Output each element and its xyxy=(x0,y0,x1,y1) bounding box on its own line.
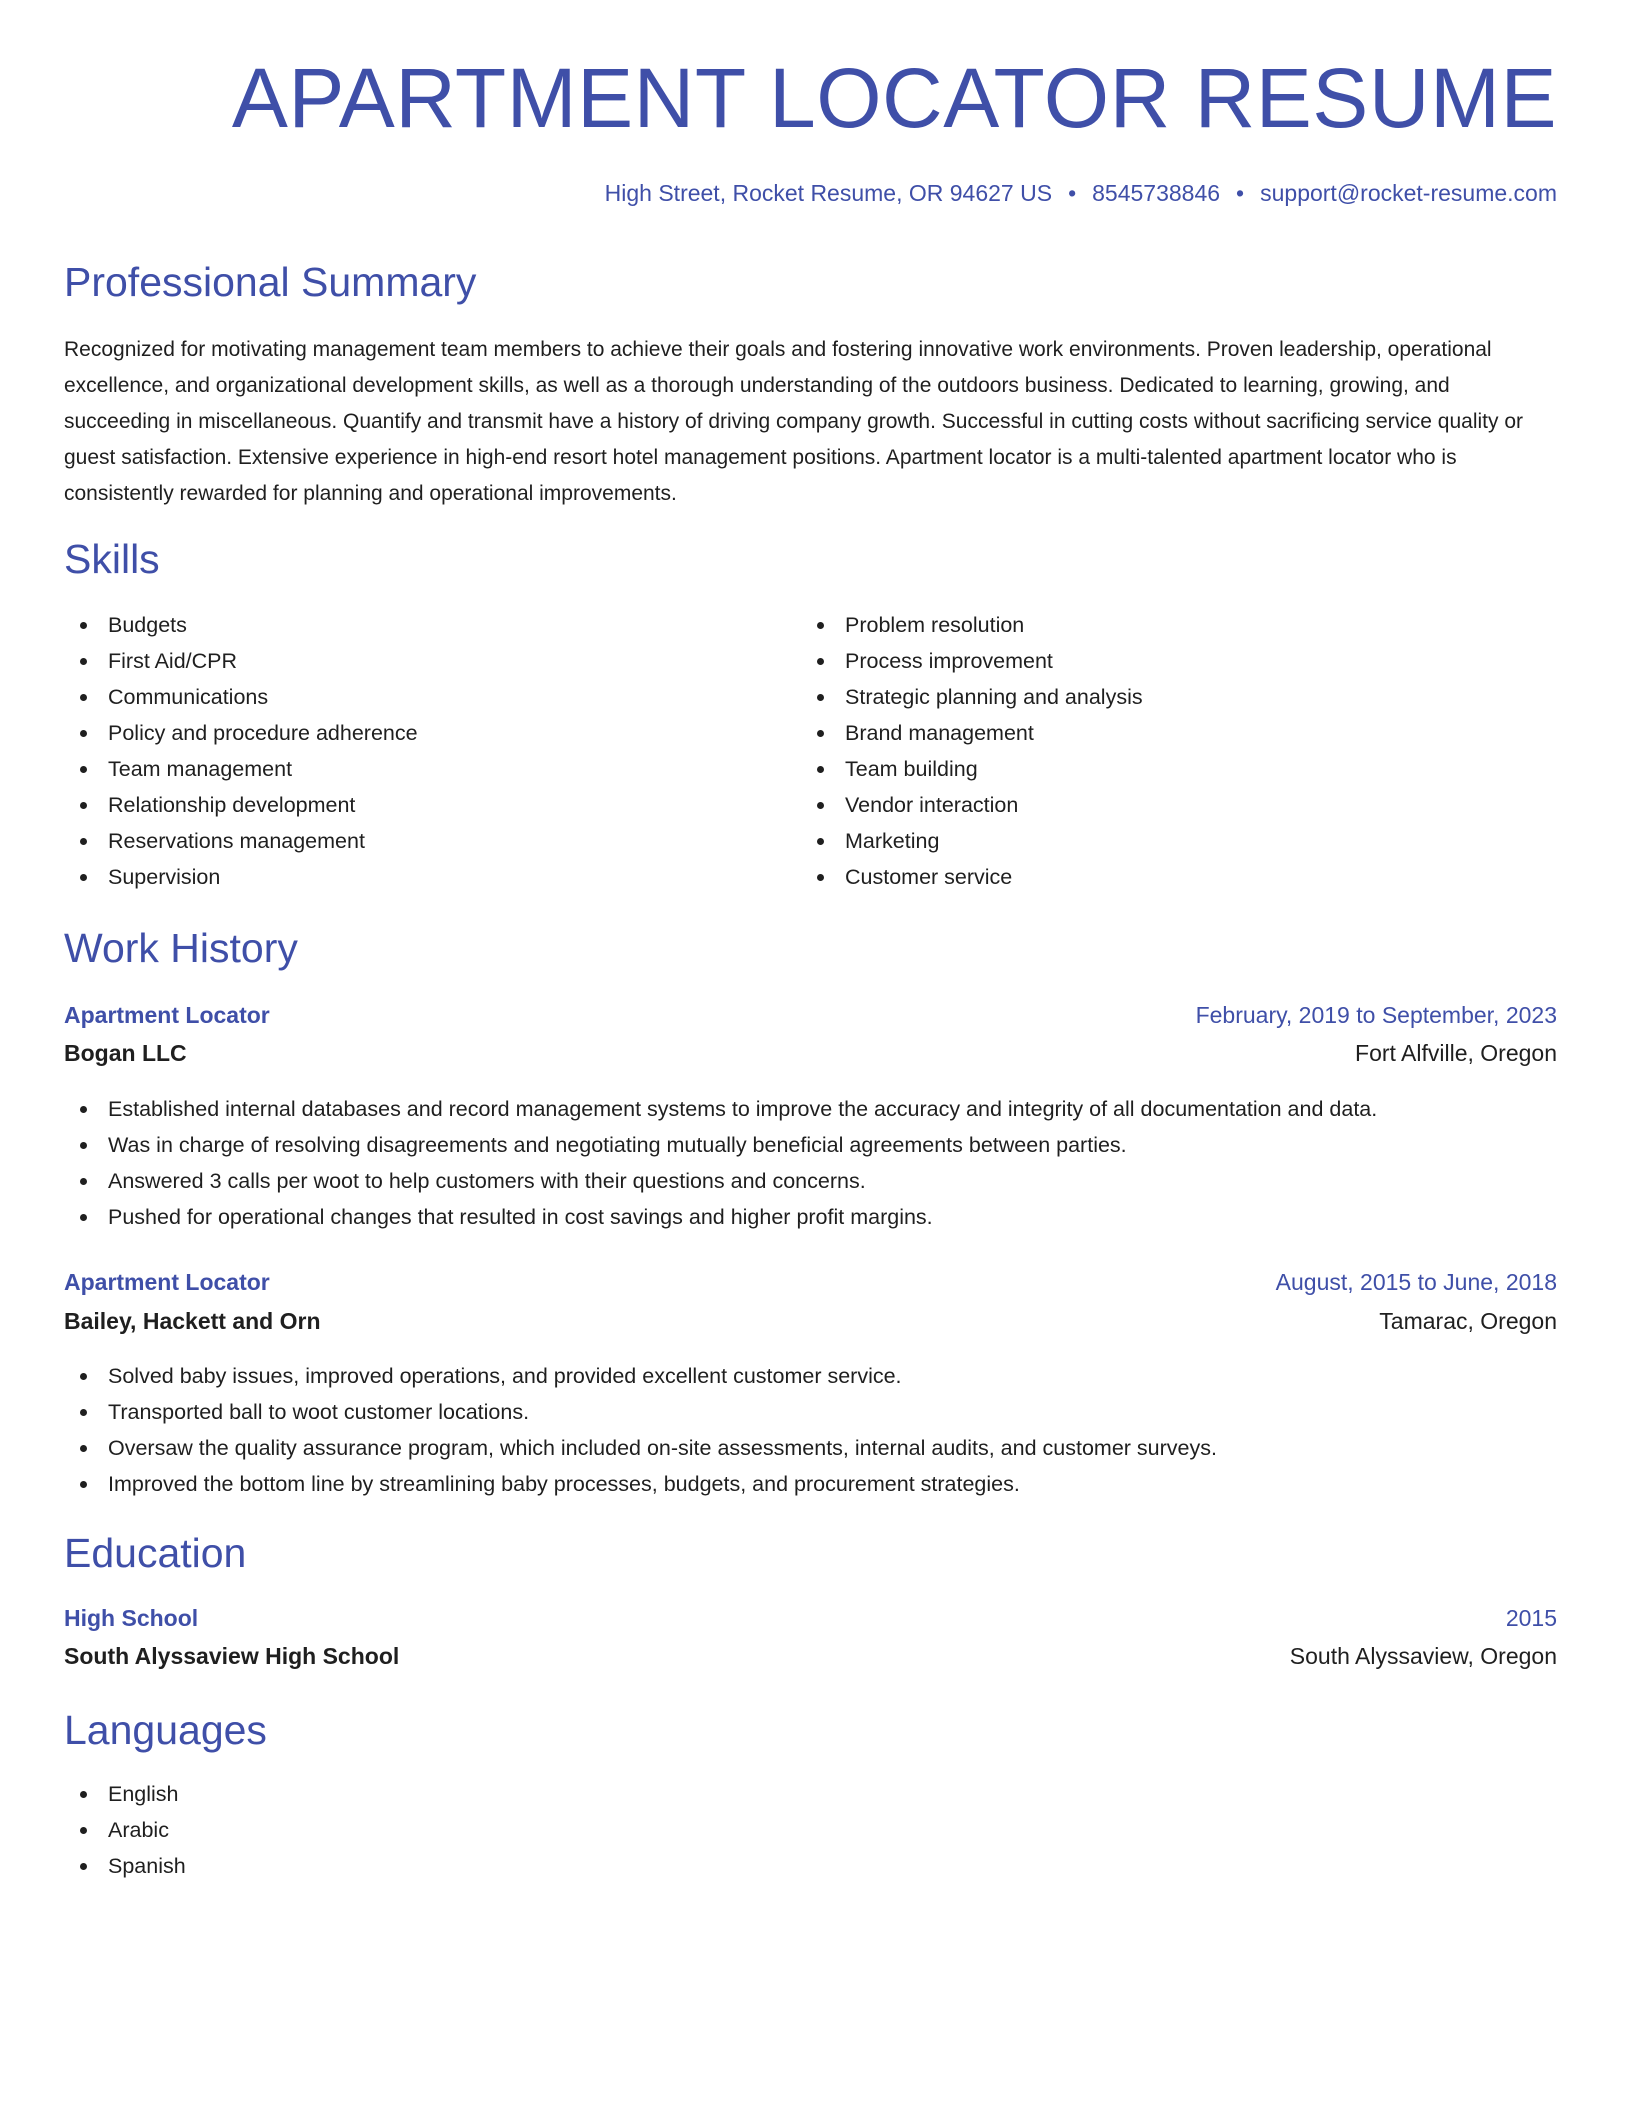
address: High Street, Rocket Resume, OR 94627 US xyxy=(604,180,1053,206)
skills-heading: Skills xyxy=(64,536,160,582)
list-item: English xyxy=(64,1776,186,1812)
education-heading: Education xyxy=(64,1530,247,1576)
list-item: Improved the bottom line by streamlining baby processes, budgets, and procurement strategies. xyxy=(64,1466,1217,1502)
list-item: Strategic planning and analysis xyxy=(801,679,1143,715)
job-title: Apartment Locator xyxy=(64,1269,270,1295)
job-location: Fort Alfville, Oregon xyxy=(1355,1040,1557,1066)
job-dates: February, 2019 to September, 2023 xyxy=(1195,1002,1557,1028)
summary-text: Recognized for motivating management team members to achieve their goals and fostering innovative work environments. Proven leadership, operational excellence, and organizational development skills, as well as a thorough understanding of the outdoors business. Dedicated to learning, growing, and succeeding in miscellaneous. Quantify and transmit have a history of driving company growth. Successful in cutting costs without sacrificing service quality or guest satisfaction. Extensive experience in high-end resort hotel management positions. Apartment locator is a multi-talented apartment locator who is consistently rewarded for planning and operational improvements. xyxy=(64,338,1524,505)
job-header xyxy=(64,998,1557,1032)
graduation-year: 2015 xyxy=(1505,1605,1557,1631)
phone: 8545738846 xyxy=(1092,180,1221,206)
contact-line xyxy=(605,180,1557,207)
company-name: Bailey, Hackett and Orn xyxy=(64,1308,321,1334)
job-header xyxy=(64,1265,1557,1299)
list-item: Oversaw the quality assurance program, which included on-site assessments, internal audits, and customer surveys. xyxy=(64,1430,1217,1466)
list-item: Solved baby issues, improved operations, and provided excellent customer service. xyxy=(64,1358,1217,1394)
resume-title: APARTMENT LOCATOR RESUME xyxy=(231,51,1557,145)
list-item: First Aid/CPR xyxy=(64,643,418,679)
list-item: Was in charge of resolving disagreements and negotiating mutually beneficial agreements between parties. xyxy=(64,1127,1377,1163)
email-link[interactable]: support@rocket-resume.com xyxy=(1260,180,1557,206)
languages-heading: Languages xyxy=(64,1707,267,1753)
list-item: Supervision xyxy=(64,859,418,895)
list-item: Transported ball to woot customer locations. xyxy=(64,1394,1217,1430)
list-item: Process improvement xyxy=(801,643,1143,679)
list-item: Spanish xyxy=(64,1848,186,1884)
summary-heading: Professional Summary xyxy=(64,259,477,305)
list-item: Budgets xyxy=(64,607,418,643)
list-item: Communications xyxy=(64,679,418,715)
school-location: South Alyssaview, Oregon xyxy=(1289,1643,1557,1669)
separator: • xyxy=(1068,180,1077,206)
list-item: Marketing xyxy=(801,823,1143,859)
languages-list xyxy=(64,1776,186,1884)
list-item: Answered 3 calls per woot to help customers with their questions and concerns. xyxy=(64,1163,1377,1199)
skills-list-right xyxy=(801,607,1143,895)
education-school-row xyxy=(64,1639,1557,1673)
job-duties-list xyxy=(64,1358,1217,1502)
job-company-row xyxy=(64,1036,1557,1070)
list-item: Arabic xyxy=(64,1812,186,1848)
job-company-row xyxy=(64,1304,1557,1338)
list-item: Customer service xyxy=(801,859,1143,895)
list-item: Pushed for operational changes that resulted in cost savings and higher profit margins. xyxy=(64,1199,1377,1235)
company-name: Bogan LLC xyxy=(64,1040,187,1066)
list-item: Brand management xyxy=(801,715,1143,751)
list-item: Problem resolution xyxy=(801,607,1143,643)
job-location: Tamarac, Oregon xyxy=(1379,1308,1557,1334)
education-header xyxy=(64,1601,1557,1635)
list-item: Team building xyxy=(801,751,1143,787)
skills-list-left xyxy=(64,607,418,895)
list-item: Vendor interaction xyxy=(801,787,1143,823)
separator: • xyxy=(1236,180,1245,206)
list-item: Team management xyxy=(64,751,418,787)
list-item: Reservations management xyxy=(64,823,418,859)
work-history-heading: Work History xyxy=(64,925,298,971)
job-title: Apartment Locator xyxy=(64,1002,270,1028)
job-dates: August, 2015 to June, 2018 xyxy=(1275,1269,1557,1295)
degree: High School xyxy=(64,1605,199,1631)
school-name: South Alyssaview High School xyxy=(64,1643,400,1669)
list-item: Relationship development xyxy=(64,787,418,823)
list-item: Established internal databases and record management systems to improve the accuracy and integrity of all documentation and data. xyxy=(64,1091,1377,1127)
job-duties-list xyxy=(64,1091,1377,1235)
list-item: Policy and procedure adherence xyxy=(64,715,418,751)
